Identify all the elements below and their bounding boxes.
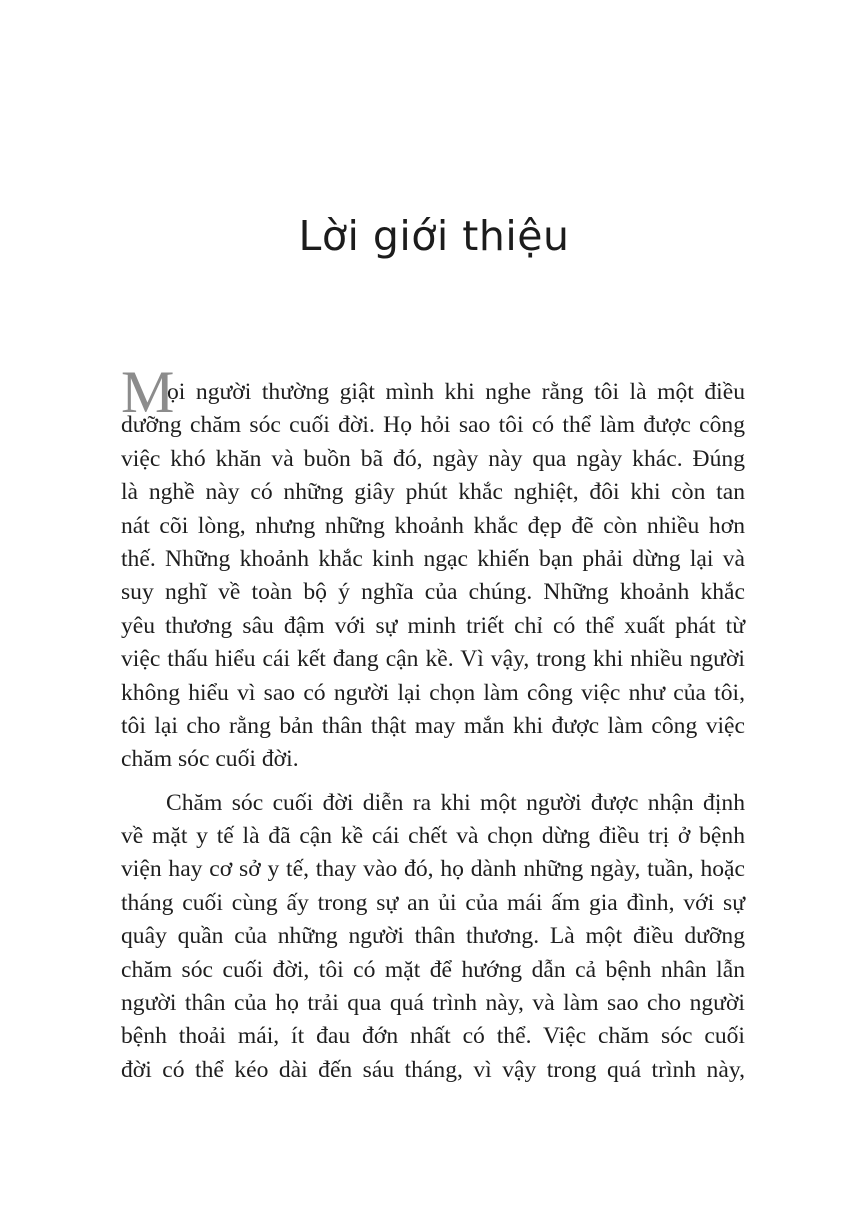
text-line: về mặt y tế là đã cận kề cái chết và chọn dừng điều trị ở bệnh xyxy=(121,823,745,850)
text-line: dưỡng chăm sóc cuối đời. Họ hỏi sao tôi có thể làm được công xyxy=(121,412,745,439)
text-line: việc thấu hiểu cái kết đang cận kề. Vì vậy, trong khi nhiều người xyxy=(121,646,745,673)
chapter-title: Lời giới thiệu xyxy=(298,212,570,260)
text-line: bệnh thoải mái, ít đau đớn nhất có thể. Việc chăm sóc cuối xyxy=(121,1023,745,1050)
text-line: thế. Những khoảnh khắc kinh ngạc khiến bạn phải dừng lại và xyxy=(121,545,745,572)
text-line: quây quần của những người thân thương. Là một điều dưỡng xyxy=(121,923,745,950)
text-line: không hiểu vì sao có người lại chọn làm công việc như của tôi, xyxy=(121,679,745,706)
text-line: đời có thể kéo dài đến sáu tháng, vì vậy trong quá trình này, xyxy=(121,1056,745,1083)
text-line: việc khó khăn và buồn bã đó, ngày này qua ngày khác. Đúng xyxy=(121,445,745,472)
body-text xyxy=(121,359,745,1087)
text-line: ọi người thường giật mình khi nghe rằng tôi là một điều xyxy=(167,379,745,405)
drop-cap: M xyxy=(121,359,175,425)
text-line: chăm sóc cuối đời. xyxy=(121,746,299,773)
text-line: suy nghĩ về toàn bộ ý nghĩa của chúng. Những khoảnh khắc xyxy=(121,579,745,606)
paragraph-2 xyxy=(121,787,745,1088)
text-line: chăm sóc cuối đời, tôi có mặt để hướng dẫn cả bệnh nhân lẫn xyxy=(121,956,745,983)
text-line: nát cõi lòng, nhưng những khoảnh khắc đẹp đẽ còn nhiều hơn xyxy=(121,512,745,539)
paragraph-1 xyxy=(121,359,745,777)
text-line: tháng cuối cùng ấy trong sự an ủi của mái ấm gia đình, với sự xyxy=(121,889,745,916)
text-line: viện hay cơ sở y tế, thay vào đó, họ dành những ngày, tuần, hoặc xyxy=(121,856,745,883)
text-line: là nghề này có những giây phút khắc nghiệt, đôi khi còn tan xyxy=(121,479,745,506)
text-line: yêu thương sâu đậm với sự minh triết chỉ có thể xuất phát từ xyxy=(121,612,745,639)
text-line: tôi lại cho rằng bản thân thật may mắn khi được làm công việc xyxy=(121,712,745,739)
text-line: Chăm sóc cuối đời diễn ra khi một người được nhận định xyxy=(166,789,745,816)
text-line: người thân của họ trải qua quá trình này, và làm sao cho người xyxy=(121,990,745,1017)
